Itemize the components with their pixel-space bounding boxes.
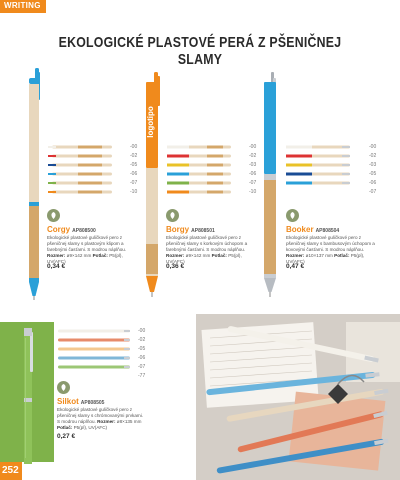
variant-code: -02 <box>138 337 146 343</box>
product-price: 0,36 € <box>166 263 185 270</box>
variant-code: -77 <box>138 373 146 379</box>
product-name: Borgy AP808501 <box>166 225 215 234</box>
variant-code: -00 <box>138 328 146 334</box>
product-name: Booker AP808504 <box>286 225 340 234</box>
product-description: Ekologické plastové guličkové pero z pšeničnej slamy s plastovým klipom a farebnými časťami. S modrou náplňou. Rozmer: ø9×142 mm Potlač: P5(pl), UV(AFC) <box>47 235 127 264</box>
variant-code: -05 <box>138 346 146 352</box>
variant-code: -07 <box>138 364 146 370</box>
variant-code: -00 <box>369 144 377 150</box>
pens-on-notebook-image <box>196 314 400 480</box>
product-description: Ekologické plastové guličkové pero z pšeničnej slamy s korkovým úchopom a farebnými časťami. S modrou náplňou. Rozmer: ø9×142 mm Potlač: P5(pl), UV(AFC) <box>166 235 248 264</box>
variant-code: -00 <box>249 144 257 150</box>
variant-code: -06 <box>138 355 146 361</box>
lifestyle-photo <box>196 314 400 480</box>
variant-code: -05 <box>130 162 138 168</box>
eco-leaf-icon <box>286 209 299 222</box>
page-number: 252 <box>0 462 22 480</box>
pen-image <box>140 72 164 298</box>
variant-code: -02 <box>369 153 377 159</box>
product-price: 0,34 € <box>47 263 66 270</box>
product-image-green <box>0 322 54 462</box>
variant-code: -06 <box>249 171 257 177</box>
pen-image <box>22 68 44 300</box>
product-description: Ekologické plastové guličkové pero z pšeničnej slamy s bambusovým úchopom a kovovými časťami. S modrou náplňou. Rozmer: ø10×137 mm Potlač: P5(pl), UV(AFC) <box>286 235 375 264</box>
pen-image <box>18 328 38 464</box>
variant-pens <box>167 144 247 200</box>
variant-code: -10 <box>130 189 138 195</box>
variant-code: -10 <box>249 189 257 195</box>
product-description: Ekologické plastové guličkové pero z pšeničnej slamy s chrómovanými prvkami. S modrou náplňou. Rozmer: ø8×135 mm Potlač: P5(pl), UV(AFC) <box>57 407 144 430</box>
variant-pens <box>48 144 128 200</box>
eco-leaf-icon <box>166 209 179 222</box>
variant-code: -00 <box>130 144 138 150</box>
logo-print: logotipo <box>146 106 155 138</box>
product-price: 0,27 € <box>57 433 76 440</box>
product-name: Silkot AP808505 <box>57 397 105 406</box>
section-label: WRITING <box>4 1 41 10</box>
variant-code: -07 <box>249 180 257 186</box>
eco-leaf-icon <box>57 381 70 394</box>
variant-code: -06 <box>130 171 138 177</box>
variant-code: -06 <box>369 180 377 186</box>
variant-pens <box>286 144 366 192</box>
product-name: Corgy AP808500 <box>47 225 96 234</box>
variant-code: -05 <box>369 171 377 177</box>
product-price: 0,47 € <box>286 263 305 270</box>
variant-code: -02 <box>249 153 257 159</box>
variant-code: -07 <box>130 180 138 186</box>
variant-pens <box>58 328 138 376</box>
page-title: EKOLOGICKÉ PLASTOVÉ PERÁ Z PŠENIČNEJ SLAMY <box>58 34 342 68</box>
variant-code: -02 <box>130 153 138 159</box>
variant-code: -07 <box>369 189 377 195</box>
variant-code: -03 <box>249 162 257 168</box>
pen-image <box>258 72 282 298</box>
section-tab <box>0 0 46 13</box>
variant-code: -03 <box>369 162 377 168</box>
eco-leaf-icon <box>47 209 60 222</box>
